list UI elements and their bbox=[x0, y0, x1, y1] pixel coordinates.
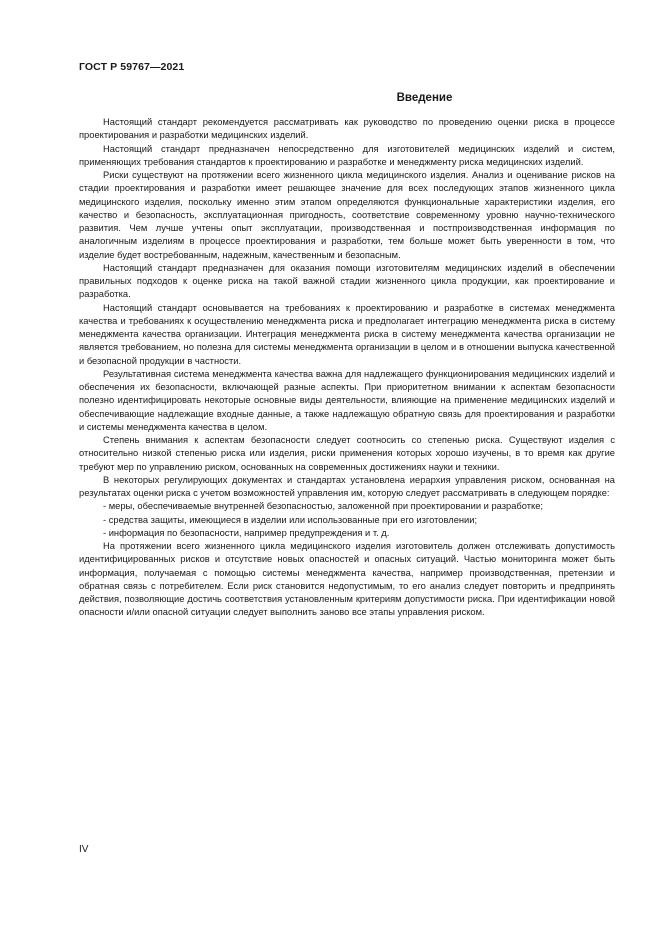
paragraph: Настоящий стандарт предназначен для оказания помощи изготовителям медицинских изделий в обеспечении правильных подходов к оценке риска на такой важной стадии жизненного цикла продукции, как проектирование и разработка. bbox=[79, 262, 615, 300]
list-item: - информация по безопасности, например предупреждения и т. д. bbox=[103, 527, 390, 538]
list-item: - средства защиты, имеющиеся в изделии или использованные при его изготовлении; bbox=[103, 514, 478, 525]
section-title-wrapper bbox=[79, 92, 616, 104]
paragraph: Настоящий стандарт основывается на требованиях к проектированию и разработке в системах менеджмента качества и требованиях к осуществлению менеджмента риска и предполагает интеграцию менеджмента риска в систему менеджмента качества организации. Интеграция менеджмента риска в систему менеджмента качества организации не является требованием, но полезна для системы менеджмента организации в целом и в отношении выпуска качественной и безопасной продукции в частности. bbox=[79, 302, 615, 366]
page-number: IV bbox=[79, 844, 89, 855]
paragraph: Настоящий стандарт рекомендуется рассматривать как руководство по проведению оценки риска в процессе проектирования и разработки медицинских изделий. bbox=[79, 117, 615, 141]
paragraph: Риски существуют на протяжении всего жизненного цикла медицинского изделия. Анализ и оценивание рисков на стадии проектирования и разработки имеет решающее значение для всех последующих этапов жизненного цикла медицинского изделия, поскольку именно этим этапом определяются функциональные характеристики изделия, его качество и безопасность, эксплуатационная пригодность, соответствие современному уровню научно-технического развития. Чем лучше учтены опыт эксплуатации, производственная и постпроизводственная информация по аналогичным изделиям в процессе проектирования и разработки, тем больше может быть уверенности в том, что изделие будет востребованным, надежным, качественным и безопасным. bbox=[79, 170, 615, 260]
paragraph: В некоторых регулирующих документах и стандартах установлена иерархия управления риском, основанная на результатах оценки риска с учетом возможностей управления им, которую следует рассматривать в следующем порядке: bbox=[79, 474, 615, 498]
list-item: - меры, обеспечиваемые внутренней безопасностью, заложенной при проектировании и разработке; bbox=[103, 501, 544, 512]
paragraph: Степень внимания к аспектам безопасности следует соотносить со степенью риска. Существуют изделия с относительно низкой степенью риска или изделия, риски применения которых хорошо изучены, в то время как другие требуют мер по управлению риском, основанных на современных достижениях науки и техники. bbox=[79, 435, 615, 472]
paragraph: На протяжении всего жизненного цикла медицинского изделия изготовитель должен отслеживать допустимость идентифицированных рисков и отсутствие новых опасностей и опасных ситуаций. Частью мониторинга может быть информация, получаемая с помощью системы менеджмента качества, например производственная, претензии и обратная связь с потребителем. Если риск становится недопустимым, то его анализ следует повторить и предпринять действия, позволяющие достичь соответствия установленным критериям допустимости риска. При идентификации новой опасности и/или опасной ситуации следует выполнить заново все этапы управления риском. bbox=[79, 541, 615, 618]
section-title: Введение bbox=[396, 92, 453, 104]
paragraph: Настоящий стандарт предназначен непосредственно для изготовителей медицинских изделий и систем, применяющих требования стандартов к проектированию и разработке и менеджменту риска медицинских изделий. bbox=[79, 143, 615, 167]
document-id: ГОСТ Р 59767—2021 bbox=[79, 61, 185, 73]
document-body bbox=[79, 116, 615, 620]
paragraph: Результативная система менеджмента качества важна для надлежащего функционирования медицинских изделий и обеспечения их безопасности, включающей разные аспекты. При приоритетном внимании к аспектам безопасности полезно идентифицировать некоторые основные виды деятельности, влияющие на применение медицинских изделий и обеспечивающие надлежащие входные данные, а также надлежащую обратную связь для проектирования и разработки и системы менеджмента качества в целом. bbox=[79, 368, 615, 432]
